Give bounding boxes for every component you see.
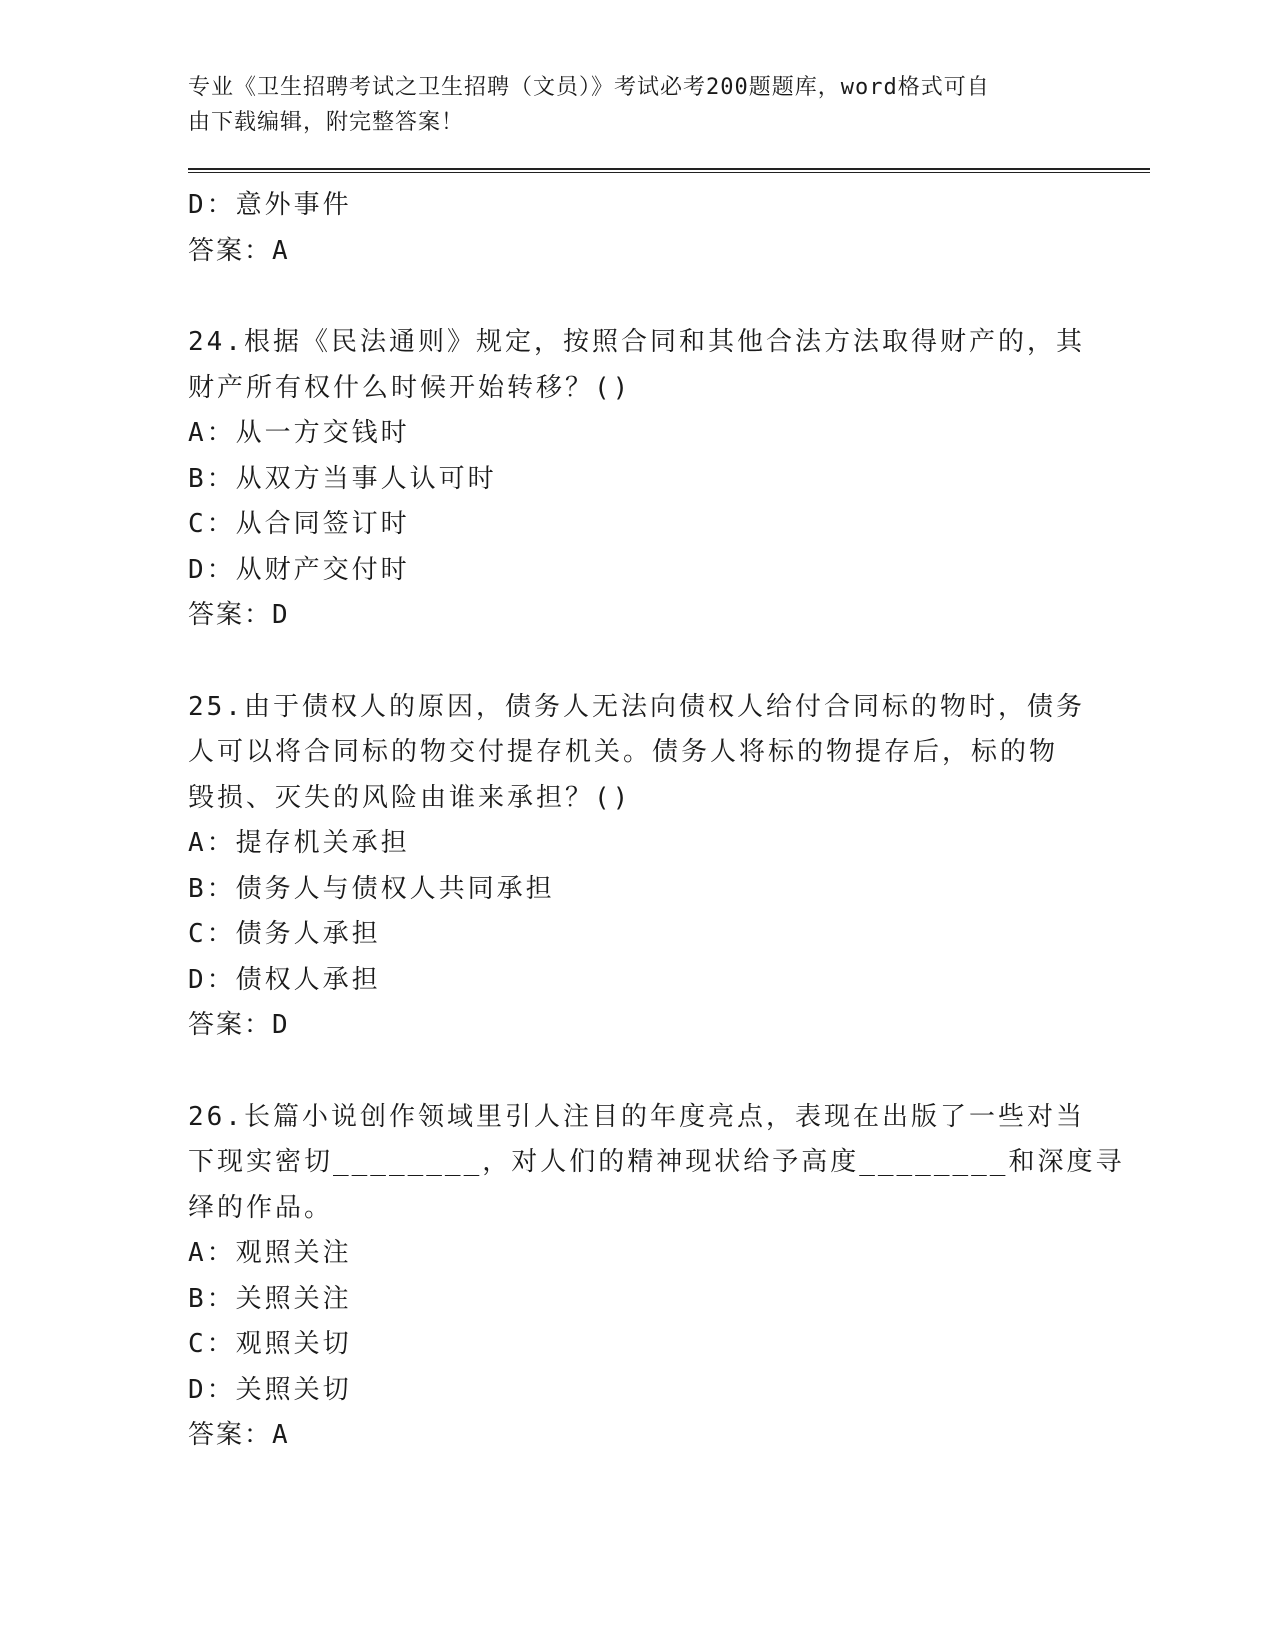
header-line-1: 专业《卫生招聘考试之卫生招聘（文员）》考试必考200题题库，word格式可自: [188, 75, 990, 100]
answer-value: D: [272, 1010, 290, 1040]
question-text-line: 26.长篇小说创作领域里引人注目的年度亮点，表现在出版了一些对当: [188, 1101, 1085, 1132]
question-text-line: 25.由于债权人的原因，债务人无法向债权人给付合同标的物时，债务: [188, 691, 1085, 722]
prev-answer: [188, 229, 1148, 275]
option-b: B：关照关注: [188, 1283, 352, 1314]
header-line-2: 由下载编辑，附完整答案！: [188, 110, 465, 135]
option-b: B：从双方当事人认可时: [188, 463, 497, 494]
answer-label: 答案：: [188, 235, 273, 266]
question-26: [188, 1095, 1148, 1459]
question-24: [188, 320, 1148, 639]
option-d: D：债权人承担: [188, 964, 381, 995]
answer-label: 答案：: [188, 1010, 273, 1040]
question-text-line: 财产所有权什么时候开始转移？(): [188, 372, 632, 403]
question-list: [188, 183, 1148, 1459]
answer: [188, 1003, 1148, 1049]
question-text-line: 人可以将合同标的物交付提存机关。债务人将标的物提存后，标的物: [188, 737, 1059, 767]
option-b: B：债务人与债权人共同承担: [188, 873, 555, 904]
answer: [188, 1413, 1148, 1459]
answer: [188, 593, 1148, 639]
prev-option-d: D：意外事件: [188, 190, 352, 220]
option-d: D：关照关切: [188, 1374, 352, 1405]
question-25: [188, 685, 1148, 1049]
question-text-line: 毁损、灭失的风险由谁来承担？(): [188, 782, 632, 813]
option-a: A：从一方交钱时: [188, 418, 410, 448]
option-c: C：债务人承担: [188, 919, 381, 949]
question-text-line: 24.根据《民法通则》规定，按照合同和其他合法方法取得财产的，其: [188, 327, 1085, 357]
question-text-line: 下现实密切________，对人们的精神现状给予高度________和深度寻: [188, 1147, 1125, 1177]
answer-value: A: [272, 235, 290, 266]
header-divider: [188, 168, 1150, 173]
option-a: A：观照关注: [188, 1238, 352, 1268]
answer-value: D: [272, 600, 290, 630]
option-a: A：提存机关承担: [188, 828, 410, 858]
option-d: D：从财产交付时: [188, 554, 410, 585]
answer-label: 答案：: [188, 1420, 273, 1450]
option-c: C：观照关切: [188, 1329, 352, 1359]
document-header: [188, 70, 1068, 140]
answer-value: A: [272, 1420, 290, 1450]
document-page: [188, 70, 1148, 1459]
option-c: C：从合同签订时: [188, 509, 410, 539]
answer-label: 答案：: [188, 600, 273, 630]
question-text-line: 绎的作品。: [188, 1192, 334, 1223]
